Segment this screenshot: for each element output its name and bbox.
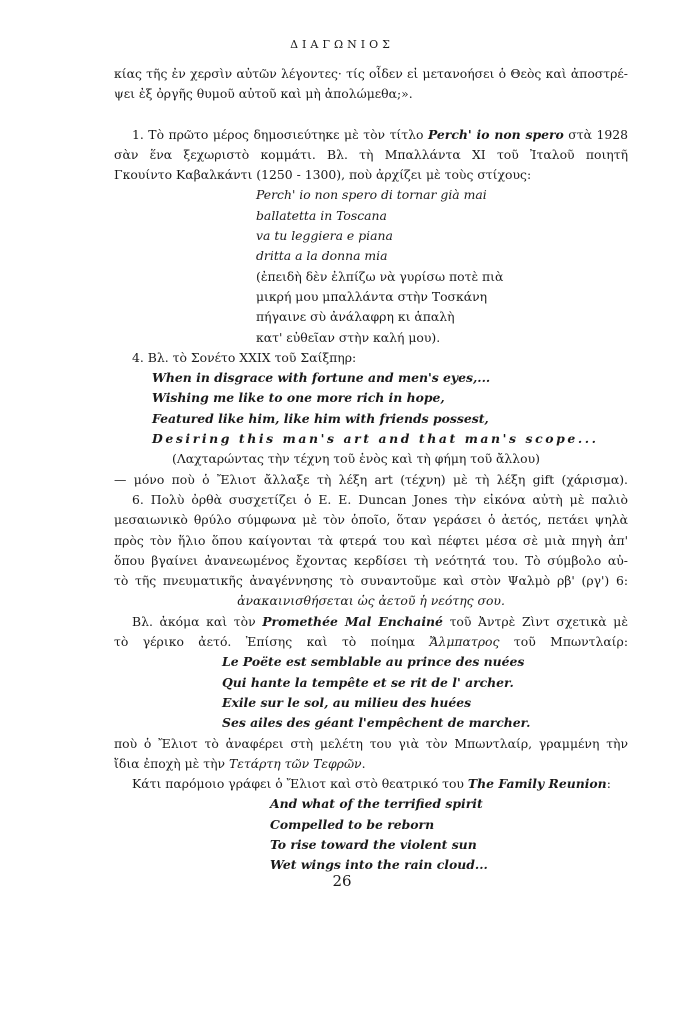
note-6: 6. Πολὺ ὀρθὰ συσχετίζει ὁ E. E. Duncan Jones τὴν εἰκόνα αὐτὴ μὲ παλιὸ (132, 491, 628, 507)
text-line: ψει ἐξ ὀργῆς θυμοῦ αὐτοῦ καὶ μὴ ἀπολώμεθα;». (114, 86, 413, 102)
translation-line: (Λαχταρώντας τὴν τέχνη τοῦ ἑνὸς καὶ τὴ φήμη τοῦ ἄλλου) (172, 451, 540, 467)
poem-line: Wishing me like to one more rich in hope, (152, 390, 445, 406)
poem-line: Qui hante la tempête et se rit de l' archer. (222, 674, 514, 690)
page-number: 26 (332, 872, 352, 890)
page-body (114, 64, 628, 876)
note-text: 1. Τὸ πρῶτο μέρος δημοσιεύτηκε μὲ τὸν τίτλο (132, 126, 428, 142)
text-line: ὅπου βγαίνει ἀνανεωμένος ἔχοντας κερδίσει τὴ νεότητά του. Τὸ σύμβολο αὐ- (114, 552, 628, 568)
note-text: . (361, 755, 366, 771)
text-line: Γκουίντο Καβαλκάντι (1250 - 1300), ποὺ ἀρχίζει μὲ τοὺς στίχους: (114, 167, 532, 183)
italic-title: Τετάρτη τῶν Τεφρῶν (229, 755, 362, 771)
note-text: (χάρισμα). (554, 471, 628, 487)
poem-line: Desiring this man's art and that man's scope... (152, 431, 599, 447)
text-line (114, 612, 628, 632)
poem-line: To rise toward the violent sun (270, 836, 477, 852)
italic-title: Perch' io non spero (427, 126, 564, 142)
note-text: Βλ. ἀκόμα καὶ τὸν (132, 613, 263, 629)
note-text: στὰ 1928 (563, 126, 628, 142)
text-line (114, 632, 628, 652)
poem-line: Compelled to be reborn (270, 816, 435, 832)
note-4: 4. Βλ. τὸ Σονέτο XXIX τοῦ Σαίξπηρ: (132, 349, 357, 365)
poem-line: Wet wings into the rain cloud... (270, 857, 488, 873)
english-word: gift (532, 471, 555, 487)
poem-line: Le Poëte est semblable au prince des nuées (222, 654, 525, 670)
text-line (114, 470, 628, 490)
note-text: τὸ γέρικο ἀετό. Ἐπίσης καὶ τὸ ποίημα (114, 634, 430, 650)
note-text: τοῦ Ἀντρὲ Ζὶντ σχετικὰ μὲ (442, 613, 628, 629)
poem-translation-line: κατ' εὐθεῖαν στὴν καλή μου). (256, 329, 441, 345)
text-line (114, 754, 628, 774)
poem-translation-line: μικρή μου μπαλλάντα στὴν Τοσκάνη (256, 288, 488, 304)
note-text: : (606, 776, 611, 792)
note-text: τοῦ Μπωντλαίρ: (499, 634, 628, 650)
poem-translation-line: (ἐπειδὴ δὲν ἐλπίζω νὰ γυρίσω ποτὲ πιὰ (256, 268, 504, 284)
note-text: (τέχνη) μὲ τὴ λέξη (392, 471, 533, 487)
text-line: ποὺ ὁ Ἔλιοτ τὸ ἀναφέρει στὴ μελέτη του γιὰ τὸν Μπωντλαίρ, γραμμένη τὴν (114, 735, 628, 751)
english-word: art (374, 471, 393, 487)
text-line: τὸ τῆς πνευματικῆς ἀναγέννησης τὸ συναντοῦμε καὶ στὸν Ψαλμὸ ρβ' (ργ') 6: (114, 573, 628, 589)
poem-line: ballatetta in Toscana (256, 207, 387, 223)
running-header: ΔΙΑΓΩΝΙΟΣ (290, 38, 394, 51)
text-line: σὰν ἕνα ξεχωριστὸ κομμάτι. Βλ. τὴ Μπαλλάντα XI τοῦ Ἰταλοῦ ποιητῆ (114, 146, 628, 162)
note-text: ἴδια ἐποχὴ μὲ τὴν (114, 755, 229, 771)
text-line: μεσαιωνικὸ θρύλο σύμφωνα μὲ τὸν ὁποῖο, ὅταν γεράσει ὁ ἀετός, πετάει ψηλὰ (114, 512, 628, 528)
poem-translation-line: πήγαινε σὺ ἀνάλαφρη κι ἁπαλὴ (256, 309, 455, 325)
poem-line: Ses ailes des géant l'empêchent de marcher. (222, 715, 531, 731)
italic-title: The Family Reunion (467, 776, 607, 792)
poem-line: va tu leggiera e piana (256, 228, 393, 244)
psalm-quote: ἀνακαινισθήσεται ὡς ἀετοῦ ἡ νεότης σου. (237, 593, 505, 609)
poem-line: Featured like him, like him with friends possest, (152, 410, 489, 426)
italic-title: Ἄλμπατρος (429, 634, 500, 650)
poem-line: dritta a la donna mia (256, 248, 388, 264)
note-1 (114, 125, 628, 145)
text-line: πρὸς τὸν ἥλιο ὅπου καίγονται τὰ φτερά του καὶ πέφτει μέσα σὲ μιὰ πηγὴ ἀπ' (114, 532, 628, 548)
text-line (114, 774, 628, 794)
poem-line: And what of the terrified spirit (270, 796, 483, 812)
poem-line: When in disgrace with fortune and men's eyes,... (152, 370, 491, 386)
note-text: — μόνο ποὺ ὁ Ἔλιοτ ἄλλαξε τὴ λέξη (114, 471, 375, 487)
text-line: κίας τῆς ἐν χερσὶν αὐτῶν λέγοντες· τίς οἶδεν εἰ μετανοήσει ὁ Θεὸς καὶ ἀποστρέ- (114, 66, 628, 81)
poem-line: Exile sur le sol, au milieu des huées (222, 694, 472, 710)
italic-title: Promethée Mal Enchainé (262, 613, 443, 629)
note-text: Κάτι παρόμοιο γράφει ὁ Ἔλιοτ καὶ στὸ θεατρικό του (132, 776, 468, 792)
poem-line: Perch' io non spero di tornar già mai (256, 187, 487, 203)
